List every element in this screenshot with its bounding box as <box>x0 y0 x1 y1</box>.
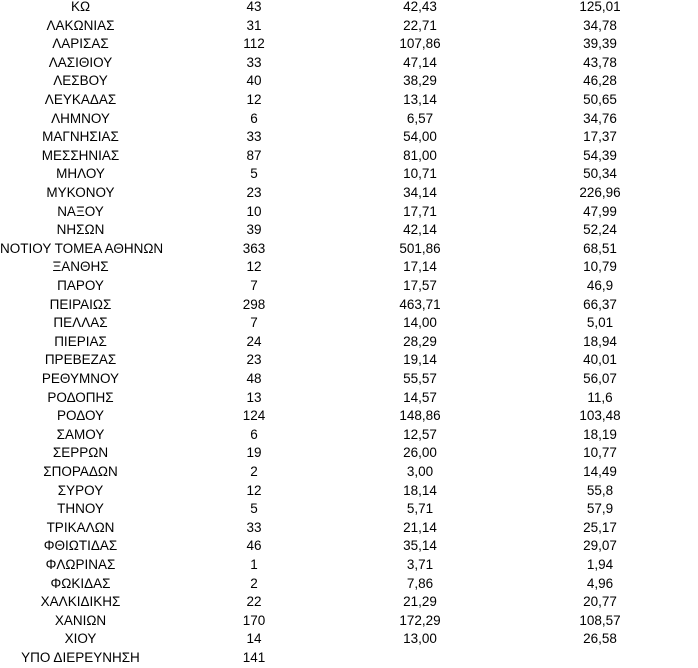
cases-cell: 12 <box>246 92 262 107</box>
change-cell: 18,94 <box>583 333 617 349</box>
change-cell: 1,94 <box>586 557 614 572</box>
table-row <box>0 463 698 482</box>
region-name-cell: ΜΥΚΟΝΟΥ <box>46 185 115 200</box>
change-cell: 5,01 <box>586 315 614 331</box>
average-cell: 42,14 <box>403 222 437 238</box>
average-cell: 3,71 <box>406 557 434 572</box>
region-name-cell: ΛΑΡΙΣΑΣ <box>52 36 109 52</box>
change-cell: 39,39 <box>583 36 617 52</box>
cases-cell: 124 <box>242 408 266 424</box>
change-cell: 34,76 <box>583 110 617 126</box>
change-cell: 50,34 <box>583 166 617 182</box>
average-cell: 14,57 <box>403 389 437 405</box>
table-row <box>0 351 698 370</box>
cases-cell: 12 <box>246 259 262 275</box>
average-cell: 463,71 <box>399 296 441 312</box>
change-cell: 52,24 <box>583 222 617 238</box>
table-row <box>0 277 698 296</box>
region-name-cell: ΣΕΡΡΩΝ <box>52 445 109 461</box>
cases-cell: 12 <box>246 482 262 498</box>
cases-cell: 33 <box>246 129 262 145</box>
table-row <box>0 240 698 259</box>
table-row <box>0 333 698 352</box>
cases-cell: 39 <box>246 222 262 238</box>
change-cell: 57,9 <box>586 501 614 517</box>
cases-cell: 22 <box>246 594 262 610</box>
table-row <box>0 110 698 129</box>
change-cell: 18,19 <box>583 426 617 442</box>
region-name-cell: ΣΥΡΟΥ <box>57 482 104 498</box>
cases-cell: 141 <box>242 650 266 665</box>
average-cell: 12,57 <box>403 426 437 442</box>
average-cell: 19,14 <box>403 352 437 368</box>
cases-cell: 6 <box>250 110 258 126</box>
region-name-cell: ΜΗΛΟΥ <box>56 166 105 182</box>
table-row <box>0 612 698 631</box>
average-cell: 35,14 <box>403 538 437 554</box>
average-cell: 34,14 <box>403 185 437 200</box>
region-name-cell: ΡΕΘΥΜΝΟΥ <box>41 371 120 386</box>
region-name-cell: ΣΑΜΟΥ <box>56 426 105 442</box>
cases-cell: 23 <box>246 185 262 200</box>
cases-cell: 23 <box>246 352 262 368</box>
cases-cell: 40 <box>246 73 262 89</box>
region-name-cell: ΚΩ <box>70 0 91 14</box>
table-row <box>0 72 698 91</box>
cases-cell: 7 <box>250 315 258 331</box>
change-cell: 46,9 <box>586 278 614 293</box>
table-row <box>0 0 698 17</box>
change-cell: 17,37 <box>583 129 617 145</box>
average-cell: 26,00 <box>403 445 437 461</box>
cases-cell: 46 <box>246 538 262 554</box>
cases-cell: 5 <box>250 166 258 182</box>
change-cell: 56,07 <box>583 371 617 386</box>
region-name-cell: ΝΑΞΟΥ <box>57 203 104 219</box>
cases-cell: 31 <box>246 17 262 33</box>
average-cell: 13,00 <box>403 631 437 647</box>
table-row <box>0 91 698 110</box>
region-name-cell: ΠΙΕΡΙΑΣ <box>54 333 107 349</box>
table-row <box>0 128 698 147</box>
region-name-cell: ΣΠΟΡΑΔΩΝ <box>43 464 118 479</box>
change-cell: 103,48 <box>579 408 621 424</box>
table-row <box>0 296 698 315</box>
region-name-cell: ΧΑΛΚΙΔΙΚΗΣ <box>40 594 121 610</box>
table-row <box>0 426 698 445</box>
region-name-cell: ΛΕΥΚΑΔΑΣ <box>44 92 117 107</box>
table-row <box>0 370 698 389</box>
change-cell: 108,57 <box>579 612 621 628</box>
region-name-cell: ΧΑΝΙΩΝ <box>54 612 107 628</box>
table-row <box>0 203 698 222</box>
average-cell: 21,29 <box>403 594 437 610</box>
average-cell: 21,14 <box>403 519 437 535</box>
average-cell: 54,00 <box>403 129 437 145</box>
average-cell: 107,86 <box>399 36 441 52</box>
cases-cell: 48 <box>246 371 262 386</box>
change-cell: 47,99 <box>583 203 617 219</box>
table-row <box>0 147 698 166</box>
region-name-cell: ΞΑΝΘΗΣ <box>52 259 109 275</box>
cases-cell: 2 <box>250 575 258 591</box>
change-cell: 14,49 <box>583 464 617 479</box>
average-cell: 18,14 <box>403 482 437 498</box>
region-name-cell: ΝΟΤΙΟΥ ΤΟΜΕΑ ΑΘΗΝΩΝ <box>0 240 164 256</box>
change-cell: 43,78 <box>583 54 617 70</box>
change-cell: 40,01 <box>583 352 617 368</box>
region-name-cell: ΤΡΙΚΑΛΩΝ <box>46 519 115 535</box>
average-cell: 38,29 <box>403 73 437 89</box>
change-cell: 54,39 <box>583 147 617 163</box>
region-name-cell: ΛΗΜΝΟΥ <box>51 110 110 126</box>
average-cell: 501,86 <box>399 240 441 256</box>
table-row <box>0 407 698 426</box>
table-row <box>0 482 698 501</box>
table-row <box>0 258 698 277</box>
table-row <box>0 54 698 73</box>
region-name-cell: ΠΕΛΛΑΣ <box>53 315 108 331</box>
average-cell: 10,71 <box>403 166 437 182</box>
change-cell: 68,51 <box>583 240 617 256</box>
average-cell: 14,00 <box>403 315 437 331</box>
region-name-cell: ΥΠΟ ΔΙΕΡΕΥΝΗΣΗ <box>21 650 140 665</box>
average-cell: 22,71 <box>403 17 437 33</box>
region-name-cell: ΤΗΝΟΥ <box>57 501 104 517</box>
change-cell: 34,78 <box>583 17 617 33</box>
change-cell: 50,65 <box>583 92 617 107</box>
table-row <box>0 314 698 333</box>
average-cell: 6,57 <box>406 110 434 126</box>
cases-cell: 1 <box>250 557 258 572</box>
cases-cell: 170 <box>242 612 266 628</box>
average-cell: 81,00 <box>403 147 437 163</box>
region-name-cell: ΦΛΩΡΙΝΑΣ <box>45 557 116 572</box>
cases-cell: 33 <box>246 519 262 535</box>
table-row <box>0 165 698 184</box>
cases-cell: 24 <box>246 333 262 349</box>
change-cell: 25,17 <box>583 519 617 535</box>
change-cell: 55,8 <box>586 482 614 498</box>
region-name-cell: ΜΑΓΝΗΣΙΑΣ <box>42 129 119 145</box>
table-row <box>0 500 698 519</box>
change-cell: 125,01 <box>579 0 621 14</box>
cases-cell: 43 <box>246 0 262 14</box>
region-name-cell: ΝΗΣΩΝ <box>56 222 105 238</box>
region-name-cell: ΦΩΚΙΔΑΣ <box>50 575 111 591</box>
region-name-cell: ΜΕΣΣΗΝΙΑΣ <box>41 147 120 163</box>
average-cell: 13,14 <box>403 92 437 107</box>
change-cell: 11,6 <box>587 389 613 405</box>
change-cell: 226,96 <box>579 185 621 200</box>
average-cell: 28,29 <box>403 333 437 349</box>
region-name-cell: ΛΑΚΩΝΙΑΣ <box>46 17 115 33</box>
table-row <box>0 389 698 408</box>
change-cell: 66,37 <box>583 296 617 312</box>
region-name-cell: ΠΕΙΡΑΙΩΣ <box>49 296 112 312</box>
table-row <box>0 519 698 538</box>
average-cell: 17,14 <box>403 259 437 275</box>
region-name-cell: ΛΕΣΒΟΥ <box>53 73 108 89</box>
change-cell: 46,28 <box>583 73 617 89</box>
region-name-cell: ΡΟΔΟΠΗΣ <box>47 389 114 405</box>
table-row <box>0 556 698 575</box>
average-cell: 7,86 <box>406 575 434 591</box>
cases-cell: 363 <box>242 240 266 256</box>
average-cell: 3,00 <box>406 464 434 479</box>
change-cell: 10,77 <box>583 445 617 461</box>
region-name-cell: ΛΑΣΙΘΙΟΥ <box>48 54 113 70</box>
table-row <box>0 221 698 240</box>
cases-cell: 19 <box>246 445 262 461</box>
cases-cell: 10 <box>246 203 262 219</box>
table-row <box>0 630 698 649</box>
average-cell: 47,14 <box>403 54 437 70</box>
cases-cell: 112 <box>243 36 265 52</box>
region-name-cell: ΧΙΟΥ <box>64 631 97 647</box>
region-name-cell: ΠΡΕΒΕΖΑΣ <box>44 352 117 368</box>
average-cell: 17,57 <box>403 278 437 293</box>
table-row <box>0 537 698 556</box>
region-name-cell: ΠΑΡΟΥ <box>57 278 104 293</box>
table-row <box>0 35 698 54</box>
cases-cell: 6 <box>250 426 258 442</box>
average-cell: 17,71 <box>403 203 437 219</box>
table-row <box>0 593 698 612</box>
change-cell: 20,77 <box>583 594 617 610</box>
average-cell: 42,43 <box>403 0 437 14</box>
cases-cell: 298 <box>242 296 266 312</box>
change-cell: 10,79 <box>583 259 617 275</box>
cases-cell: 2 <box>250 464 258 479</box>
average-cell: 5,71 <box>406 501 434 517</box>
cases-cell: 87 <box>246 147 262 163</box>
average-cell: 148,86 <box>399 408 441 424</box>
average-cell: 172,29 <box>399 612 441 628</box>
region-name-cell: ΦΘΙΩΤΙΔΑΣ <box>43 538 118 554</box>
table-row <box>0 575 698 594</box>
cases-cell: 33 <box>246 54 262 70</box>
table-row <box>0 17 698 36</box>
change-cell: 26,58 <box>583 631 617 647</box>
average-cell: 55,57 <box>403 371 437 386</box>
region-name-cell: ΡΟΔΟΥ <box>56 408 105 424</box>
cases-cell: 7 <box>250 278 258 293</box>
table-row <box>0 444 698 463</box>
change-cell: 4,96 <box>586 575 614 591</box>
cases-cell: 5 <box>250 501 258 517</box>
cases-cell: 14 <box>246 631 262 647</box>
change-cell: 29,07 <box>583 538 617 554</box>
table-row <box>0 184 698 203</box>
cases-cell: 13 <box>246 389 262 405</box>
table-row <box>0 649 698 668</box>
